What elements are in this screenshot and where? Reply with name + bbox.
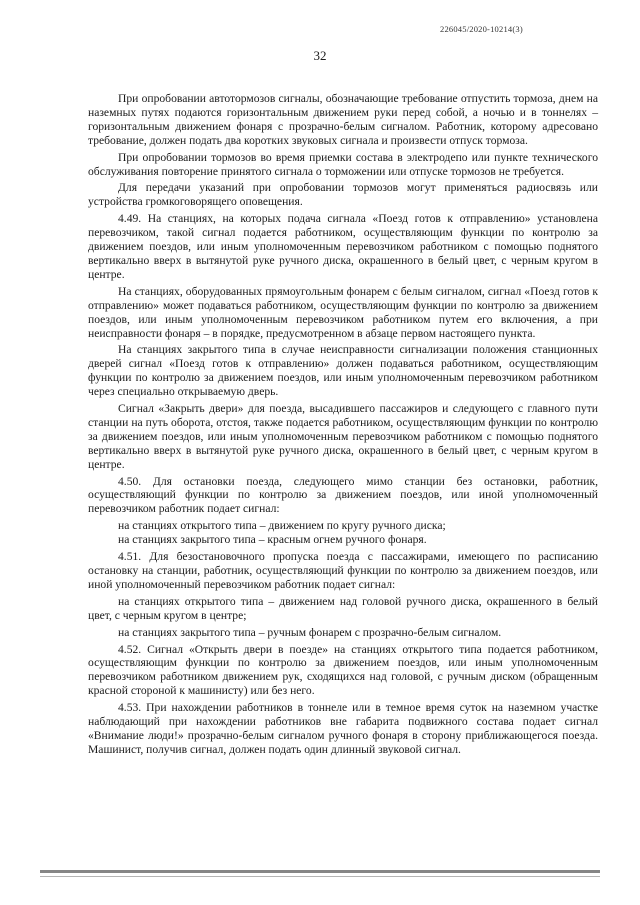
paragraph: на станциях открытого типа – движением над головой ручного диска, окрашенного в белый цвет, с черным кругом в центре; [88,594,598,622]
paragraph: На станциях, оборудованных прямоугольным фонарем с белым сигналом, сигнал «Поезд готов к отправлению» может подаваться работником, осуществляющим функции по контролю за движением поездов, или иным уполномоченным перевозчиком работником путем его включения, а при неисправности фонаря – в порядке, предусмотренном в абзаце первом настоящего пункта. [88,284,598,340]
document-id: 226045/2020-10214(3) [440,24,523,34]
document-body [88,92,598,757]
paragraph: При опробовании автотормозов сигналы, обозначающие требование отпустить тормоза, днем на наземных путях подаются горизонтальным движением руки перед собой, а ночью и в тоннелях – горизонтальным движением фонаря с прозрачно-белым сигналом. Работник, которому адресовано требование, должен подать два коротких звуковых сигнала и произвести отпуск тормоза. [88,92,598,147]
paragraph: на станциях закрытого типа – красным огнем ручного фонаря. [118,533,427,547]
paragraph-4-49: 4.49. На станциях, на которых подача сигнала «Поезд готов к отправлению» установлена перевозчиком, такой сигнал подается работником, осуществляющим функции по контролю за движением поездов, или иным уполномоченным перевозчиком работником с помощью поднятого вертикально вверх в вытянутой руке ручного диска, окрашенного в белый цвет, с черным кругом в центре. [88,212,598,281]
paragraph: На станциях закрытого типа в случае неисправности сигнализации положения станционных дверей сигнал «Поезд готов к отправлению» должен подаваться работником, осуществляющим функции по контролю за движением поездов, или иным уполномоченным перевозчиком работником через специально открываемую дверь. [88,343,598,399]
paragraph-4-50: 4.50. Для остановки поезда, следующего мимо станции без остановки, работник, осуществляющий функции по контролю за движением поездов, или иной уполномоченный перевозчиком работник подает сигнал: [88,474,598,516]
paragraph: на станциях открытого типа – движением по кругу ручного диска; [118,519,446,533]
paragraph-4-53: 4.53. При нахождении работников в тоннеле или в темное время суток на наземном участке наблюдающий при нахождении работников вне габарита подвижного состава подает сигнал «Внимание люди!» прозрачно-белым сигналом ручного фонаря в сторону приближающегося поезда. Машинист, получив сигнал, должен подать один длинный звуковой сигнал. [88,701,598,756]
scan-edge-line [40,876,600,877]
paragraph: Сигнал «Закрыть двери» для поезда, высадившего пассажиров и следующего с главного пути станции на путь оборота, отстоя, также подается работником, осуществляющим функции по контролю за движением поездов, или иным уполномоченным перевозчиком работником с помощью поднятого вертикально вверх в вытянутой руке ручного диска, окрашенного в белый цвет, с черным кругом в центре. [88,402,598,471]
paragraph: Для передачи указаний при опробовании тормозов могут применяться радиосвязь или устройства громкоговорящего оповещения. [88,181,598,209]
paragraph: на станциях закрытого типа – ручным фонарем с прозрачно-белым сигналом. [118,625,502,639]
paragraph-4-51: 4.51. Для безостановочного пропуска поезда с пассажирами, имеющего по расписанию остановку на станции, работник, осуществляющий функции по контролю за движением поездов, или иной уполномоченный перевозчиком работник подает сигнал: [88,550,598,591]
page-number: 32 [313,48,327,63]
paragraph-4-52: 4.52. Сигнал «Открыть двери в поезде» на станциях открытого типа подается работником, осуществляющим функции по контролю за движением поездов, или иным уполномоченным перевозчиком работником движением рук, сходящихся над головой, с ручным диском (обращенным красной стороной к машинисту) или без него. [88,642,598,698]
paragraph: При опробовании тормозов во время приемки состава в электродепо или пункте технического обслуживания повторение принятого сигнала о торможении или отпуске тормозов не требуется. [88,150,598,178]
scan-edge-line [40,870,600,873]
